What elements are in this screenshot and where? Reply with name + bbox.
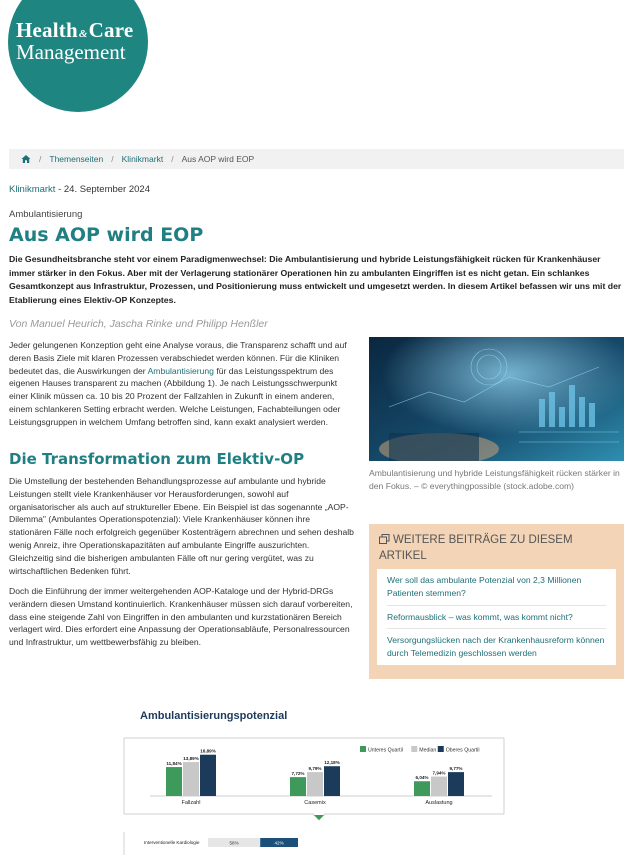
breadcrumb-item-klinikmarkt[interactable]: Klinikmarkt <box>121 154 164 164</box>
breadcrumb <box>9 149 624 169</box>
data-label: 7,72% <box>291 771 305 777</box>
legend-swatch <box>438 746 444 752</box>
category-label: Fallzahl <box>181 800 201 806</box>
bar <box>448 772 464 796</box>
article-image <box>369 337 624 461</box>
expand-arrow-icon <box>314 815 324 820</box>
breadcrumb-separator: / <box>39 154 42 164</box>
data-label: 6,04% <box>415 775 429 781</box>
legend-label: Unteres Quartil <box>368 747 403 754</box>
legend-swatch <box>411 746 417 752</box>
legend-swatch <box>360 746 366 752</box>
data-label: 13,89% <box>183 756 199 762</box>
figure-title: Ambulantisierungspotenzial <box>140 710 288 722</box>
data-label: 12,18% <box>324 760 340 766</box>
bar <box>307 772 323 796</box>
breadcrumb-item-themenseiten[interactable]: Themenseiten <box>49 154 104 164</box>
article-title: Aus AOP wird EOP <box>9 224 204 246</box>
bar <box>290 777 306 796</box>
logo-line-1: Health&Care <box>16 18 134 42</box>
related-list <box>377 569 616 665</box>
publish-date: - 24. September 2024 <box>55 184 150 195</box>
ambulantisierung-chart <box>120 736 508 855</box>
data-label: 9,77% <box>449 766 463 772</box>
legend-label: Oberes Quartil <box>445 747 480 754</box>
related-item[interactable]: Reformausblick – was kommt, was kommt nicht? <box>387 606 606 630</box>
section-heading: Die Transformation zum Elektiv-OP <box>9 450 305 468</box>
breadcrumb-current: Aus AOP wird EOP <box>181 154 255 164</box>
related-item[interactable]: Wer soll das ambulante Potenzial von 2,3 Millionen Patienten stemmen? <box>387 569 606 606</box>
related-item[interactable]: Versorgungslücken nach der Krankenhausreform können durch Telemedizin geschlossen werden <box>387 635 605 659</box>
detail-value: 58% <box>229 840 239 846</box>
copy-icon <box>379 534 390 544</box>
detail-value: 42% <box>274 840 284 846</box>
data-label: 11,84% <box>166 761 182 767</box>
category-label: Casemix <box>304 800 326 806</box>
data-label: 7,94% <box>432 770 446 776</box>
article-authors: Von Manuel Heurich, Jascha Rinke und Philipp Henßler <box>9 318 268 330</box>
data-label: 9,79% <box>308 766 322 772</box>
category-label: Auslastung <box>425 800 453 806</box>
related-heading: WEITERE BEITRÄGE ZU DIESEM ARTIKEL <box>379 534 573 562</box>
bar <box>324 766 340 796</box>
image-caption: Ambulantisierung und hybride Leistungsfähigkeit rücken stärker in den Fokus. – © everythingpossible (stock.adobe.com) <box>369 468 620 491</box>
detail-label: Interventionelle Kardiologie <box>144 840 200 845</box>
bar <box>431 777 447 796</box>
article-kicker: Ambulantisierung <box>9 209 83 220</box>
ambulantisierung-link[interactable]: Ambulantisierung <box>147 365 214 376</box>
article-image-graphic <box>369 337 624 461</box>
bar <box>183 762 199 796</box>
home-icon[interactable] <box>21 154 31 164</box>
article-lead: Die Gesundheitsbranche steht vor einem Paradigmenwechsel: Die Ambulantisierung und hybride Leistungsfähigkeit rücken für Krankenhäuser immer stärker in den Fokus. Aber mit der Verlagerung stationärer Operationen hin zu ambulanten Eingriffen ist es nicht getan. Ein schlankes Gesamtkonzept aus Infrastruktur, Prozessen, und Positionierung muss entwickelt und umgesetzt werden. In diesem Artikel befassen wir uns mit der Etablierung eines Elektiv-OP Konzeptes. <box>9 254 622 305</box>
article-dateline <box>9 184 150 195</box>
logo-line-2: Management <box>16 40 126 64</box>
legend-label: Median <box>419 747 437 754</box>
bar <box>166 767 182 796</box>
site-logo[interactable] <box>8 0 148 112</box>
category-link[interactable]: Klinikmarkt <box>9 184 56 195</box>
paragraph-aop-kataloge: Doch die Einführung der immer weitergehenden AOP-Kataloge und der Hybrid-DRGs verändern diesen Umstand kontinuierlich. Krankenhäuser müssen sich darauf vorbereiten, dass eine steigende Zahl von Eingriffen in den ambulanten und kurzstationären Bereich verlagert wird. Dies erfordert eine Anpassung der Operationsabläufe, Personalressourcen und Infrastruktur, um wettbewerbsfähig zu bleiben. <box>9 586 353 648</box>
related-articles-box <box>369 524 624 679</box>
paragraph-intro: Jeder gelungenen Konzeption geht eine Analyse voraus, die Transparenz schafft und auf deren Basis Ziele mit klaren Prozessen verabschiedet werden können. Für die Kliniken bedeutet das, die Auswirkungen der Ambulantisierung für das Leistungsspektrum des eigenen Hauses transparent zu machen (Abbildung 1). Je nach Leistungsschwerpunkt einer Klinik müssen ca. 10 bis 20 Prozent der Fallzahlen in Zukunft in einem anderen, einem schlankeren Setting erbracht werden. Welche Leistungen, Fachabteilungen oder Leistungsgruppen in welchem Umfang betroffen sind, kann exakt analysiert werden. <box>9 340 347 427</box>
bar <box>414 781 430 796</box>
breadcrumb-separator: / <box>171 154 174 164</box>
chart-frame-bottom <box>124 814 504 820</box>
breadcrumb-separator: / <box>111 154 114 164</box>
paragraph-transformation: Die Umstellung der bestehenden Behandlungsprozesse auf ambulante und hybride Leistungen stellt viele Krankenhäuser vor Herausforderungen, sowohl auf organisatorischer als auch auf struktureller Ebene. Ein Beispiel ist das sogenannte „AOP-Dilemma" (Ambulantes Operationspotenzial): Viele Krankenhäuser können ihre stationären Fälle noch erfolgreich gegenüber Kostenträgern abrechnen und sehen deshalb wenig Anreiz, ihre Operationskapazitäten auf ambulante Eingriffe auszurichten. Gleichzeitig sind die bisherigen ambulanten Fälle oft nur gering vergütet, was zu wirtschaftlichen Bedenken führt. <box>9 476 354 576</box>
bar <box>200 755 216 796</box>
data-label: 16,89% <box>200 748 216 754</box>
